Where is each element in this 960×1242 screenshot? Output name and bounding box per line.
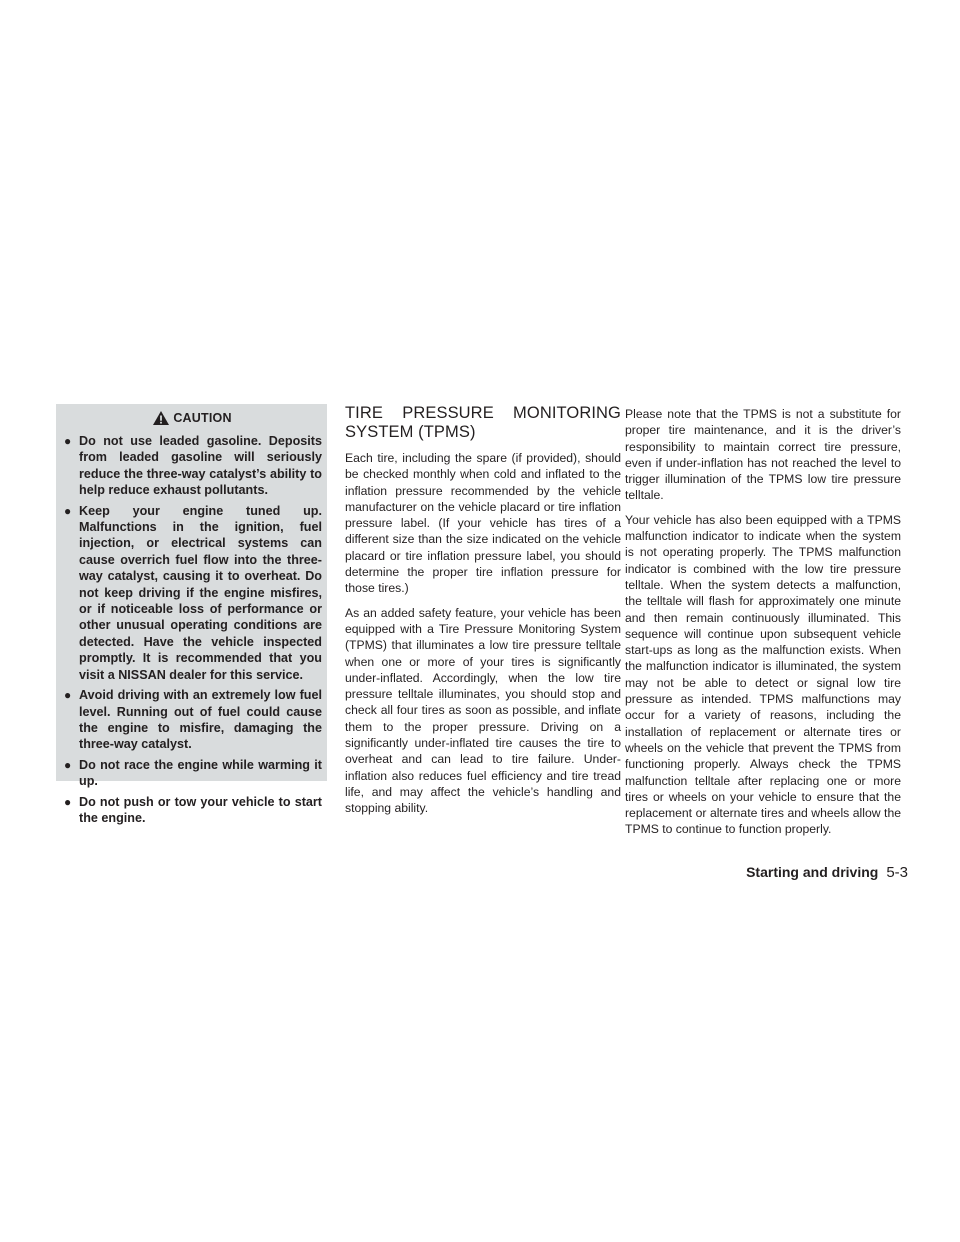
caution-title: CAUTION bbox=[173, 411, 232, 425]
caution-box bbox=[56, 404, 327, 825]
middle-column bbox=[345, 404, 621, 825]
caution-item: ● Do not race the engine while warming it up. bbox=[64, 757, 322, 789]
bullet-icon: ● bbox=[64, 503, 72, 518]
bullet-icon: ● bbox=[64, 757, 72, 772]
caution-item: ● Avoid driving with an extremely low fuel level. Running out of fuel could cause the engine to misfire, damaging the three-way catalyst. bbox=[64, 688, 322, 752]
bullet-icon: ● bbox=[64, 434, 72, 448]
caution-list bbox=[62, 433, 322, 826]
body-paragraph: Each tire, including the spare (if provided), should be checked monthly when cold and inflated to the inflation pressure recommended by the vehicle manufacturer on the vehicle placard or tire inflation pressure label. (If your vehicle has tires of a different size than the size indicated on the vehicle placard or tire inflation pressure label, you should determine the proper tire inflation pressure for those tires.) bbox=[345, 451, 621, 596]
caution-item: ● Keep your engine tuned up. Malfunctions in the ignition, fuel injection, or electrical systems can cause overrich fuel flow into the three-way catalyst, causing it to overheat. Do not keep driving if the engine misfires, or if noticeable loss of performance or other unusual operating conditions are detected. Have the vehicle inspected promptly. It is recommended that you visit a NISSAN dealer for this service. bbox=[64, 503, 322, 682]
caution-item: ● Do not use leaded gasoline. Deposits from leaded gasoline will seriously reduce the three-way catalyst’s ability to help reduce exhaust pollutants. bbox=[64, 434, 322, 498]
body-paragraph: As an added safety feature, your vehicle has been equipped with a Tire Pressure Monitoring System (TPMS) that illuminates a low tire pressure telltale when one or more of your tires is significantly under-inflated. Accordingly, when the low tire pressure telltale illuminates, you should stop and check all four tires as soon as possible, and inflate them to the proper pressure. Driving on a significantly under-inflated tire causes the tire to overheat and can lead to tire failure. Under-inflation also reduces fuel efficiency and tire tread life, and may affect the vehicle’s handling and stopping ability. bbox=[345, 605, 621, 816]
page-footer bbox=[740, 864, 908, 881]
body-paragraph: Please note that the TPMS is not a substitute for proper tire maintenance, and it is the driver’s responsibility to maintain correct tire pressure, even if under-inflation has not reached the level to trigger illumination of the TPMS low tire pressure telltale. bbox=[625, 407, 901, 503]
chapter-title: Starting and driving bbox=[746, 864, 879, 880]
bullet-icon: ● bbox=[64, 688, 72, 703]
caution-item: ● Do not push or tow your vehicle to start the engine. bbox=[64, 794, 322, 825]
caution-header bbox=[62, 410, 322, 426]
bullet-icon: ● bbox=[64, 794, 72, 809]
page-number: 5-3 bbox=[886, 864, 908, 881]
warning-triangle-icon bbox=[152, 410, 170, 426]
section-title: TIRE PRESSURE MONITORING SYSTEM (TPMS) bbox=[345, 404, 621, 441]
right-column bbox=[625, 406, 901, 846]
body-paragraph: Your vehicle has also been equipped with a TPMS malfunction indicator to indicate when the system is not operating properly. The TPMS malfunction indicator is combined with the low tire pressure telltale. When the system detects a malfunction, the telltale will flash for approximately one minute and then remain continuously illuminated. This sequence will continue upon subsequent vehicle start-ups as long as the malfunction exists. When the malfunction indicator is illuminated, the system may not be able to detect or signal low tire pressure as intended. TPMS malfunctions may occur for a variety of reasons, including the installation of replacement or alternate tires or wheels on the vehicle that prevent the TPMS from functioning properly. Always check the TPMS malfunction telltale after replacing one or more tires or wheels on your vehicle to ensure that the replacement or alternate tires and wheels allow the TPMS to continue to function properly. bbox=[625, 512, 901, 837]
